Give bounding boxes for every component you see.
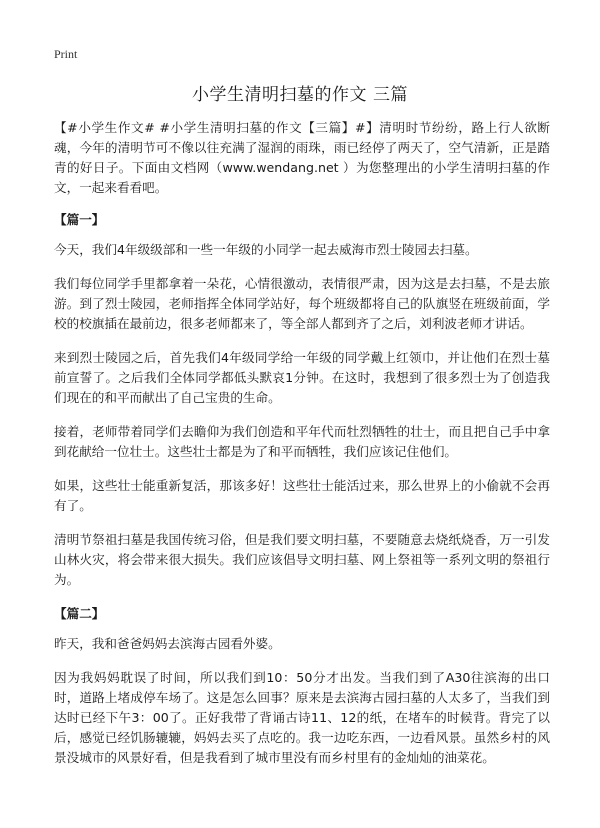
section-heading-1: 【篇一】 — [54, 212, 105, 227]
intro-paragraph — [54, 118, 550, 198]
intro-tag: 【#小学生作文# #小学生清明扫墓的作文【三篇】#】 — [54, 120, 380, 135]
paragraph: 我们每位同学手里都拿着一朵花，心情很激动，表情很严肃，因为这是去扫墓，不是去旅游。到了烈士陵园，老师指挥全体同学站好，每个班级都将自己的队旗竖在班级前面，学校的校旗插在最前边，很多老师都来了，等全部人都到齐了之后，刘利波老师才讲话。 — [54, 276, 550, 331]
section-heading-2: 【篇二】 — [54, 606, 105, 621]
paragraph: 因为我妈妈耽误了时间，所以我们到10：50分才出发。当我们到了A30往滨海的出口时，道路上堵成停车场了。这是怎么回事？原来是去滨海古园扫墓的人太多了，当我们到达时已经下午3：00了。正好我带了背诵古诗11、12的纸，在堵车的时候背。背完了以后，感觉已经饥肠辘辘，妈妈去买了点吃的。我一边吃东西，一边看风景。虽然乡村的风景没城市的风景好看，但是我看到了城市里没有而乡村里有的金灿灿的油菜花。 — [54, 670, 550, 765]
article-body — [54, 118, 550, 782]
page-title: 小学生清明扫墓的作文 三篇 — [192, 85, 408, 105]
paragraph: 接着，老师带着同学们去瞻仰为我们创造和平年代而牡烈牺牲的壮士，而且把自己手中拿到花献给一位壮士。这些壮士都是为了和平而牺牲，我们应该记住他们。 — [54, 424, 550, 459]
paragraph: 如果，这些壮士能重新复活，那该多好！这些壮士能活过来，那么世界上的小偷就不会再有了。 — [54, 478, 550, 513]
paragraph: 来到烈士陵园之后，首先我们4年级同学给一年级的同学戴上红领巾，并让他们在烈士墓前宣誓了。之后我们全体同学都低头默哀1分钟。在这时，我想到了很多烈士为了创造我们现在的和平而献出了自己宝贵的生命。 — [54, 350, 550, 405]
intro-text: 清明时节纷纷，路上行人欲断魂，今年的清明节可不像以往充满了湿润的雨珠，雨已经停了两天了，空气清新，正是踏青的好日子。下面由文档网（www.wendang.net ）为您整理出的小学生清明扫墓的作文，一起来看看吧。 — [54, 120, 551, 195]
paragraph: 昨天，我和爸爸妈妈去滨海古园看外婆。 — [54, 636, 281, 651]
paragraph: 清明节祭祖扫墓是我国传统习俗，但是我们要文明扫墓，不要随意去烧纸烧香，万一引发山林火灾，将会带来很大损失。我们应该倡导文明扫墓、网上祭祖等一系列文明的祭祖行为。 — [54, 532, 550, 587]
paragraph: 今天，我们4年级级部和一些一年级的小同学一起去威海市烈士陵园去扫墓。 — [54, 242, 478, 257]
print-label: Print — [54, 47, 78, 61]
